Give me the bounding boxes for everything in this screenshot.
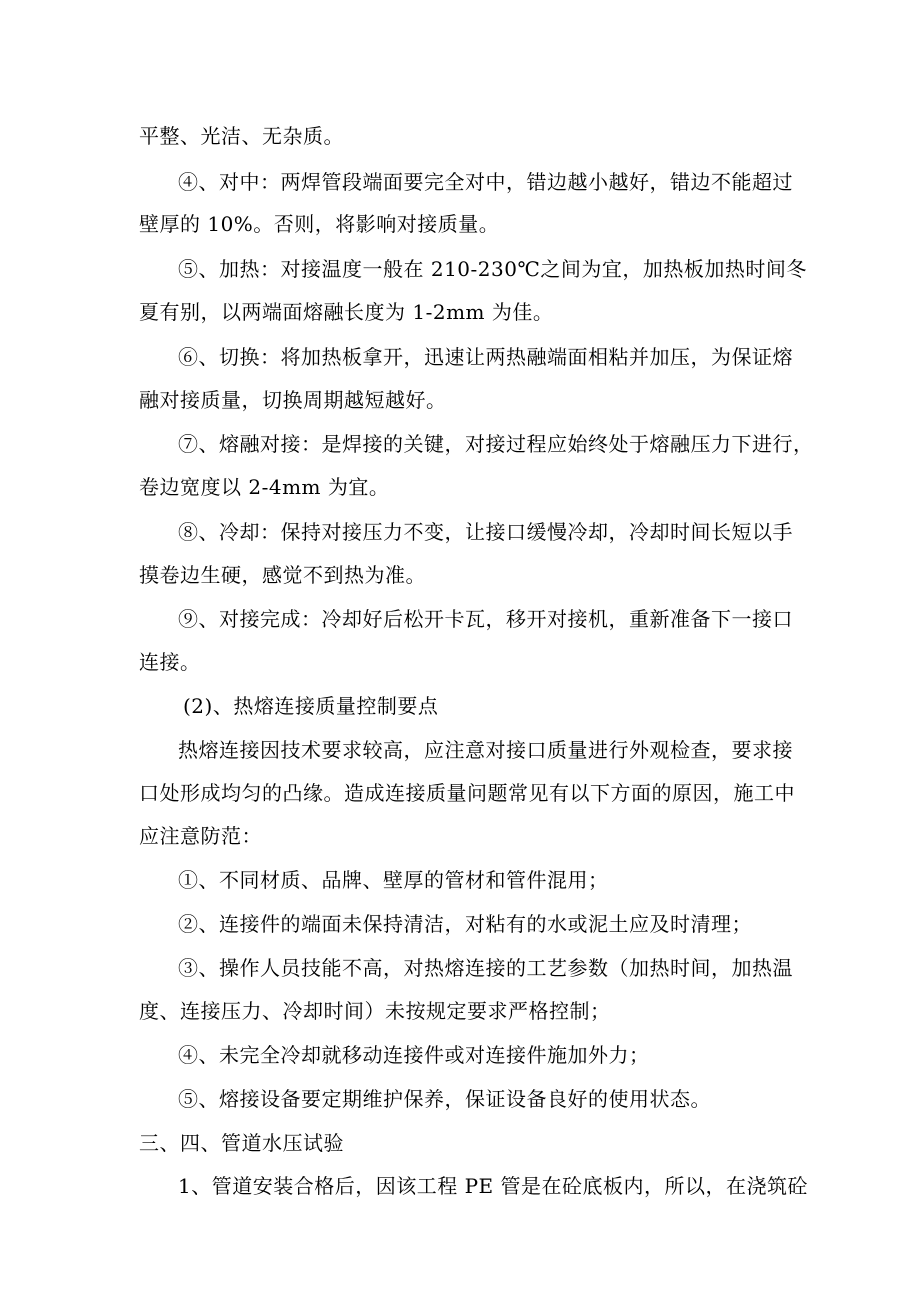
text-line: ⑧、冷却：保持对接压力不变，让接口缓慢冷却，冷却时间长短以手 — [178, 520, 793, 544]
text-line: 口处形成均匀的凸缘。造成连接质量问题常见有以下方面的原因，施工中 — [139, 781, 795, 805]
text-line: 度、连接压力、冷却时间）未按规定要求严格控制； — [139, 999, 611, 1023]
text-line: ①、不同材质、品牌、壁厚的管材和管件混用； — [178, 868, 609, 892]
text-line: ④、未完全冷却就移动连接件或对连接件施加外力； — [178, 1043, 650, 1067]
text-line: ⑤、熔接设备要定期维护保养，保证设备良好的使用状态。 — [178, 1087, 711, 1111]
text-line: 热熔连接因技术要求较高，应注意对接口质量进行外观检查，要求接 — [178, 738, 793, 762]
text-line: ⑤、加热：对接温度一般在 210-230℃之间为宜，加热板加热时间冬 — [178, 257, 807, 281]
text-line: 1、管道安装合格后，因该工程 PE 管是在砼底板内，所以，在浇筑砼 — [178, 1174, 808, 1198]
text-line: 融对接质量，切换周期越短越好。 — [139, 388, 447, 412]
section-heading: (2)、热熔连接质量控制要点 — [183, 694, 439, 718]
text-line: 连接。 — [139, 650, 201, 674]
section-heading: 三、四、管道水压试验 — [139, 1131, 344, 1155]
text-line: 夏有别，以两端面熔融长度为 1-2mm 为佳。 — [139, 300, 554, 324]
text-line: 摸卷边生硬，感觉不到热为准。 — [139, 563, 426, 587]
text-line: ③、操作人员技能不高，对热熔连接的工艺参数（加热时间，加热温 — [178, 956, 793, 980]
text-line: ④、对中：两焊管段端面要完全对中，错边越小越好，错边不能超过 — [178, 170, 793, 194]
text-line: ⑨、对接完成：冷却好后松开卡瓦，移开对接机，重新准备下一接口 — [178, 607, 793, 631]
text-line: 平整、光洁、无杂质。 — [139, 124, 344, 148]
text-line: 卷边宽度以 2-4mm 为宜。 — [139, 475, 390, 499]
text-line: ⑦、熔融对接：是焊接的关键，对接过程应始终处于熔融压力下进行， — [178, 432, 814, 456]
text-line: ②、连接件的端面未保持清洁，对粘有的水或泥土应及时清理； — [178, 912, 752, 936]
text-line: 应注意防范： — [139, 824, 262, 848]
text-line: ⑥、切换：将加热板拿开，迅速让两热融端面相粘并加压，为保证熔 — [178, 345, 793, 369]
text-line: 壁厚的 10%。否则，将影响对接质量。 — [139, 212, 500, 236]
